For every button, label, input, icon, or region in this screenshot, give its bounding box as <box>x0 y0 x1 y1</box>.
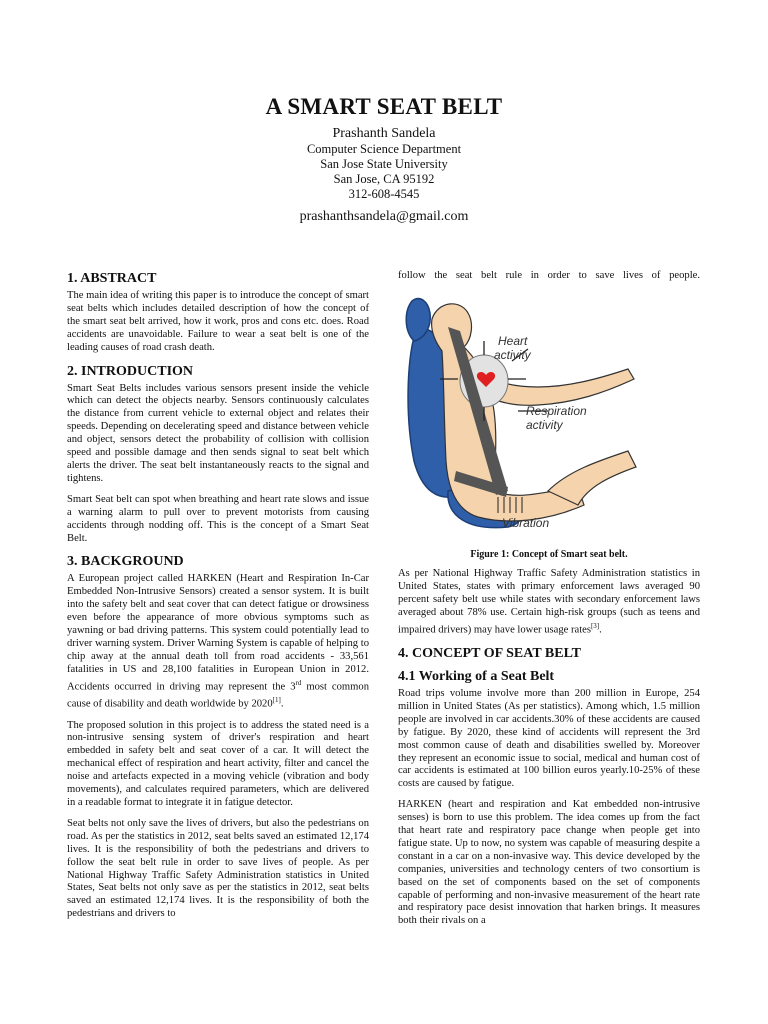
concept-paragraph-1: Road trips volume involve more than 200 million in Europe, 254 million in United States (As per statistics). Among which, 1.5 million people are involved in car accidents.30% of these accidents are caused by fatigue. By 2020, these kind of accidents will represent the 3rd most common cause of death and disabilities swelled by. Moreover they represent an economic issue to social, medical and human cost of car accidents is estimated at 100 billion euros yearly.10-25% of these costs are caused by fatigue. <box>398 687 700 790</box>
abstract-text: The main idea of writing this paper is to introduce the concept of smart seat belts which includes detailed description of how the concept of the smart seat belt arrived, how it work, pros and cons etc. does. Road accidents are unavoidable. Failure to wear a seat belt is one of the leading causes of road crash death. <box>67 290 369 353</box>
nhtsa-end: . <box>599 624 602 636</box>
figure-label-heart: Heart <box>498 333 528 348</box>
figure-label-respiration-2: activity <box>526 417 563 432</box>
right-column <box>398 270 700 936</box>
nhtsa-paragraph <box>398 568 700 637</box>
concept-paragraph-2: HARKEN (heart and respiration and Kat embedded non-intrusive senses) is born to use this problem. The idea comes up from the fact that heart rate and respiratory pace change when people get into fatigue state. Up to now, no system was capable of measuring despite a constant in a car on a non-invasive way. This device developed by the companies, universities and technology centers of two consortium is based on the set of components based on the set of components capable of performing and non-invasive measurement of the heart rate and respiratory pace desist innovation that harken brings. It measures both their rivals on a <box>398 799 700 927</box>
concept-heading: 4. CONCEPT OF SEAT BELT <box>398 645 581 661</box>
seat-belt-illustration <box>398 291 700 543</box>
figure-label-respiration: Respiration <box>526 403 587 418</box>
author-phone: 312-608-4545 <box>348 187 420 201</box>
background-heading: 3. BACKGROUND <box>67 554 184 570</box>
figure-label-heart-2: activity <box>494 347 531 362</box>
author-address: San Jose, CA 95192 <box>333 172 435 186</box>
paper-header <box>0 94 768 225</box>
nhtsa-text: As per National Highway Traffic Safety Administration statistics in United States, states with primary enforcement laws averaged 90 percent safety belt use while states with secondary enforcement laws averaged about 78% use. Certain high-risk groups (such as teens and impaired drivers) may have lower usage rates <box>398 567 700 636</box>
background-paragraph-1 <box>67 573 369 711</box>
citation-3[interactable]: [3] <box>590 621 600 630</box>
figure-caption: Figure 1: Concept of Smart seat belt. <box>470 548 628 560</box>
ordinal-superscript: rd <box>295 678 302 687</box>
author-email[interactable]: prashanthsandela@gmail.com <box>299 209 469 224</box>
background-paragraph-2: The proposed solution in this project is to address the stated need is a non-intrusive sensing system of driver's respiration and heart embedded in safety belt and seat cover of a car. It will detect the mechanical effect of respiration and heart activity, filter and cancel the noise and artefacts expected in a moving vehicle (vibration and body movements), and calculates required parameters, which are delivered in a readable format to integrate it in fatigue detector. <box>67 719 369 808</box>
background-paragraph-3: Seat belts not only save the lives of drivers, but also the pedestrians on road. As per the statistics in 2012, seat belts saved an estimated 12,174 lives. It is the responsibility of both the pedestrians and drivers to follow the seat belt rule in order to save lives of people. As per National Highway Traffic Safety Administration statistics in United States, Seat belts not only save as per the statistics in 2012, seat belts saved an estimated 12,174 lives. It is the responsibility of both the pedestrians and drivers to <box>67 817 369 920</box>
left-column <box>67 262 369 929</box>
paper-title: A SMART SEAT BELT <box>265 94 503 119</box>
working-subheading: 4.1 Working of a Seat Belt <box>398 668 555 684</box>
introduction-paragraph-1: Smart Seat Belts includes various sensors present inside the vehicle which can detect the objects nearby. Sensors continuously calculates the distance from current vehicle to external object and relates their speeds. Depending on decelerating speed and distance between vehicle and object, sensors detect the probability of collision with collision speed and possible damage and then sends signal to seat belt which alerts the driver. The seat belt instantaneously reacts to the signal and tightens. <box>67 382 369 484</box>
driver-leg-shape <box>548 451 636 505</box>
background-p1-text-cont: most common cause of disability and death worldwide by 2020 <box>67 681 370 710</box>
figure-label-vibration: Vibration <box>502 515 550 530</box>
background-p1-end: . <box>280 698 284 710</box>
background-paragraph-3-continued: follow the seat belt rule in order to save lives of people. <box>398 270 700 281</box>
background-p1-text: A European project called HARKEN (Heart and Respiration In-Car Embedded Non-Intrusive Sensors) created a sensor system. It is built into the safety belt and seat cover that can detect fatigue or drowsiness even before the appearance of more obvious symptoms such as yawning or bad driving patterns. This system could potentially lead to driver warning system. Driver Warning System is capable of helping to chip away at the annual death toll from road accidents - 33,561 fatalities in US and 28,100 fatalities in European Union in 2012. Accidents occurred in driving may represent the 3 <box>67 573 369 693</box>
introduction-heading: 2. INTRODUCTION <box>67 363 194 379</box>
seat-belt-figure <box>398 291 700 543</box>
introduction-paragraph-2: Smart Seat belt can spot when breathing and heart rate slows and issue a warning alarm to pull over to prevent motorists from causing accidents through nodding off. This is the concept of a Smart Seat Belt. <box>67 493 369 544</box>
author-university: San Jose State University <box>320 157 448 171</box>
author-name: Prashanth Sandela <box>332 126 436 141</box>
abstract-heading: 1. ABSTRACT <box>67 271 157 286</box>
author-department: Computer Science Department <box>306 142 462 156</box>
citation-1[interactable]: [1] <box>272 696 281 705</box>
